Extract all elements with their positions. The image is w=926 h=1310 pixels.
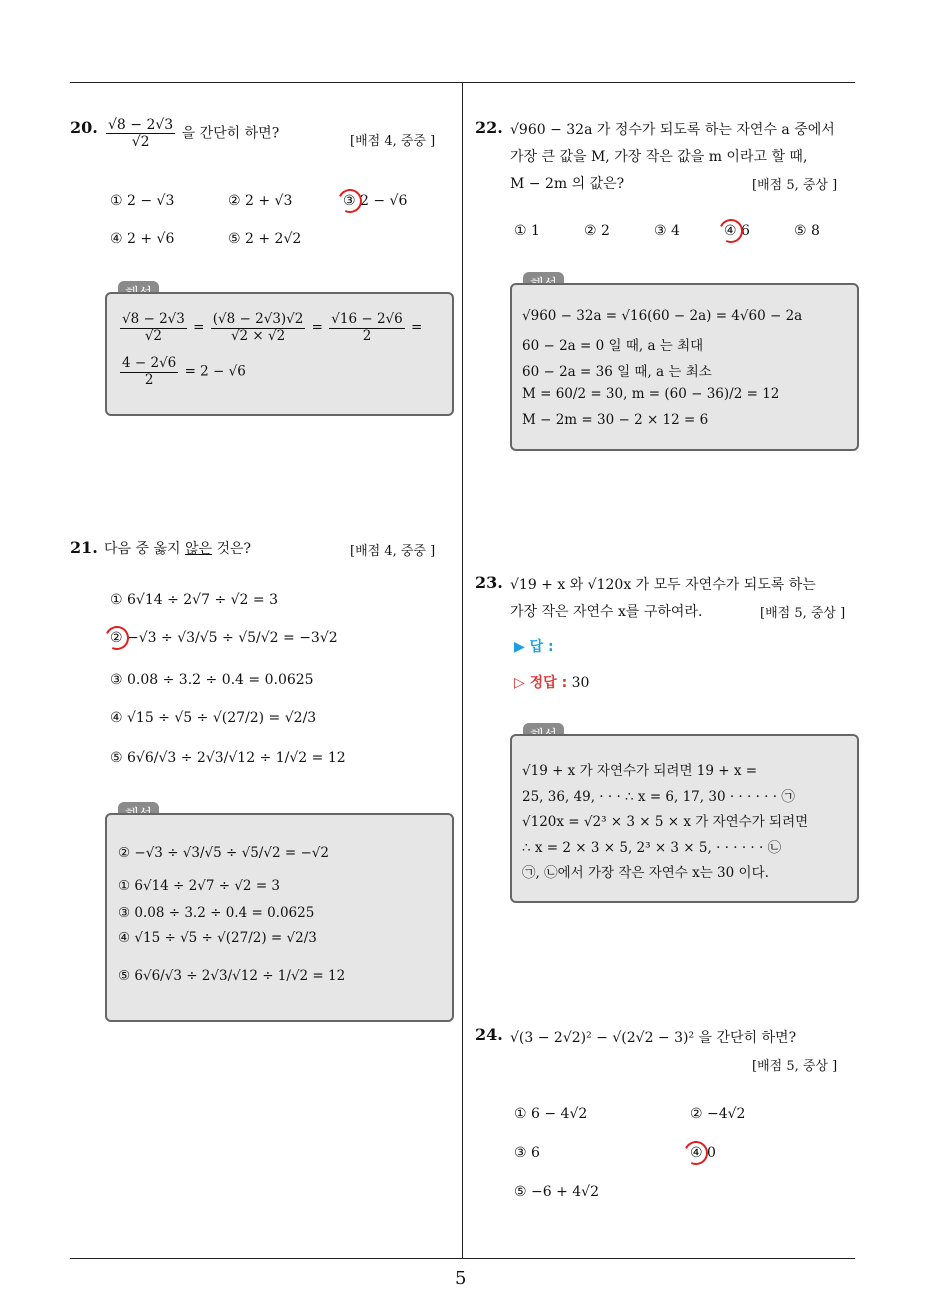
- q24-option-3[interactable]: ③ 6: [514, 1145, 540, 1161]
- q20-sol-frac-3: [329, 312, 404, 344]
- q20-option-5[interactable]: ⑤ 2 + 2√2: [228, 231, 302, 247]
- q20-solution-line-2: [118, 356, 246, 388]
- q23-correct-label: ▷ 정답 :: [514, 675, 568, 691]
- q23-solution-line-3: √120x = √2³ × 3 × 5 × x 가 자연수가 되려면: [522, 814, 809, 830]
- q24-option-2[interactable]: ② −4√2: [690, 1106, 746, 1122]
- q22-answer-mark: [716, 216, 747, 247]
- q21-option-3[interactable]: ③ 0.08 ÷ 3.2 ÷ 0.4 = 0.0625: [110, 672, 314, 688]
- q21-solution-line-3: ③ 0.08 ÷ 3.2 ÷ 0.4 = 0.0625: [118, 905, 315, 921]
- q21-stem: [104, 538, 251, 558]
- q20-sol-frac-1: [120, 312, 187, 344]
- sol-frac-num: √16 − 2√6: [331, 311, 403, 327]
- q24-line-1: √(3 − 2√2)² − √(2√2 − 3)² 을 간단히 하면?: [510, 1030, 797, 1046]
- q20-option-3[interactable]: ③ 2 − √6: [343, 193, 408, 209]
- q20-frac-den: √2: [131, 134, 150, 151]
- sol-frac-den: √2: [144, 327, 163, 344]
- q20-stem: [104, 117, 279, 150]
- q23-number: 23.: [475, 573, 503, 592]
- equals-sign: =: [193, 319, 205, 336]
- q24-option-1[interactable]: ① 6 − 4√2: [514, 1106, 588, 1122]
- equals-sign: =: [311, 319, 323, 336]
- q24-option-5[interactable]: ⑤ −6 + 4√2: [514, 1184, 600, 1200]
- column-divider: [462, 82, 463, 1258]
- q23-answer-label: ▶ 답 :: [514, 639, 554, 655]
- q22-line-1: √960 − 32a 가 정수가 되도록 하는 자연수 a 중에서: [510, 122, 835, 138]
- q21-solution-line-1: ② −√3 ÷ √3/√5 ÷ √5/√2 = −√2: [118, 845, 329, 861]
- q22-option-3[interactable]: ③ 4: [654, 223, 680, 239]
- q23-correct-value: 30: [571, 675, 590, 691]
- q23-solution-line-2: 25, 36, 49, · · · ∴ x = 6, 17, 30 · · · · · · ㉠: [522, 789, 795, 805]
- q21-number: 21.: [70, 538, 98, 557]
- q22-solution-line-2: 60 − 2a = 0 일 때, a 는 최대: [522, 338, 704, 354]
- sol-frac-num: 4 − 2√6: [122, 355, 177, 371]
- q21-option-2[interactable]: ② −√3 ÷ √3/√5 ÷ √5/√2 = −3√2: [110, 630, 338, 646]
- q22-number: 22.: [475, 118, 503, 137]
- q21-answer-mark: [102, 623, 133, 654]
- q22-option-5[interactable]: ⑤ 8: [794, 223, 820, 239]
- q22-solution-line-3: 60 − 2a = 36 일 때, a 는 최소: [522, 364, 712, 380]
- q21-solution-line-4: ④ √15 ÷ √5 ÷ √(27/2) = √2/3: [118, 930, 317, 946]
- q22-option-2[interactable]: ② 2: [584, 223, 610, 239]
- q24-answer-mark: [681, 1138, 712, 1169]
- q23-solution-line-4: ∴ x = 2 × 3 × 5, 2³ × 3 × 5, · · · · · · ㉡: [522, 840, 782, 856]
- q23-line-2: 가장 작은 자연수 x를 구하여라.: [510, 604, 703, 620]
- q20-option-2[interactable]: ② 2 + √3: [228, 193, 293, 209]
- q20-sol-frac-4: [120, 356, 178, 388]
- q22-option-1[interactable]: ① 1: [514, 223, 540, 239]
- q22-line-3: M − 2m 의 값은?: [510, 176, 625, 192]
- sol-frac-num: √8 − 2√3: [122, 311, 185, 327]
- q23-solution-line-1: √19 + x 가 자연수가 되려면 19 + x =: [522, 763, 758, 779]
- q21-text2: 것은?: [216, 541, 252, 557]
- q22-option-4[interactable]: ④ 6: [724, 223, 750, 239]
- q23-solution-line-5: ㉠, ㉡에서 가장 작은 자연수 x는 30 이다.: [522, 865, 769, 881]
- q20-answer-mark: [335, 186, 366, 217]
- q24-option-4[interactable]: ④ 0: [690, 1145, 716, 1161]
- q20-text: 을 간단히 하면?: [181, 125, 280, 142]
- q21-solution-line-2: ① 6√14 ÷ 2√7 ÷ √2 = 3: [118, 878, 281, 894]
- sol-frac-num: (√8 − 2√3)√2: [212, 311, 304, 327]
- q24-score: [배점 5, 중상 ]: [752, 1059, 838, 1074]
- q23-correct-answer: [514, 672, 589, 692]
- q20-score: [배점 4, 중중 ]: [350, 134, 436, 149]
- q21-solution-line-5: ⑤ 6√6/√3 ÷ 2√3/√12 ÷ 1/√2 = 12: [118, 968, 346, 984]
- q22-score: [배점 5, 중상 ]: [752, 178, 838, 193]
- q23-line-1: √19 + x 와 √120x 가 모두 자연수가 되도록 하는: [510, 577, 816, 593]
- q22-solution-line-4: M = 60/2 = 30, m = (60 − 36)/2 = 12: [522, 386, 780, 402]
- sol-frac-den: 2: [362, 327, 372, 344]
- q21-option-4[interactable]: ④ √15 ÷ √5 ÷ √(27/2) = √2/3: [110, 710, 317, 726]
- q21-text: 다음 중 옳지: [104, 541, 181, 557]
- sol-result: = 2 − √6: [184, 363, 246, 380]
- q24-number: 24.: [475, 1025, 503, 1044]
- q21-option-5[interactable]: ⑤ 6√6/√3 ÷ 2√3/√12 ÷ 1/√2 = 12: [110, 750, 346, 766]
- q21-underlined: 않은: [184, 541, 213, 557]
- q20-sol-frac-2: [211, 312, 306, 344]
- q20-option-4[interactable]: ④ 2 + √6: [110, 231, 175, 247]
- q21-option-1[interactable]: ① 6√14 ÷ 2√7 ÷ √2 = 3: [110, 592, 279, 608]
- q20-fraction: [106, 117, 175, 150]
- q20-solution-line-1: [118, 312, 422, 344]
- equals-sign: =: [411, 319, 423, 336]
- bottom-rule: [70, 1258, 855, 1259]
- q20-option-1[interactable]: ① 2 − √3: [110, 193, 175, 209]
- q22-line-2: 가장 큰 값을 M, 가장 작은 값을 m 이라고 할 때,: [510, 149, 808, 165]
- q22-solution-line-5: M − 2m = 30 − 2 × 12 = 6: [522, 412, 709, 428]
- page-number: 5: [455, 1268, 467, 1289]
- sol-frac-den: 2: [144, 371, 154, 388]
- q23-score: [배점 5, 중상 ]: [760, 606, 846, 621]
- q20-number: 20.: [70, 118, 98, 137]
- sol-frac-den: √2 × √2: [230, 327, 286, 344]
- q22-solution-line-1: √960 − 32a = √16(60 − 2a) = 4√60 − 2a: [522, 308, 803, 324]
- q20-frac-num: √8 − 2√3: [108, 117, 174, 133]
- q21-score: [배점 4, 중중 ]: [350, 544, 436, 559]
